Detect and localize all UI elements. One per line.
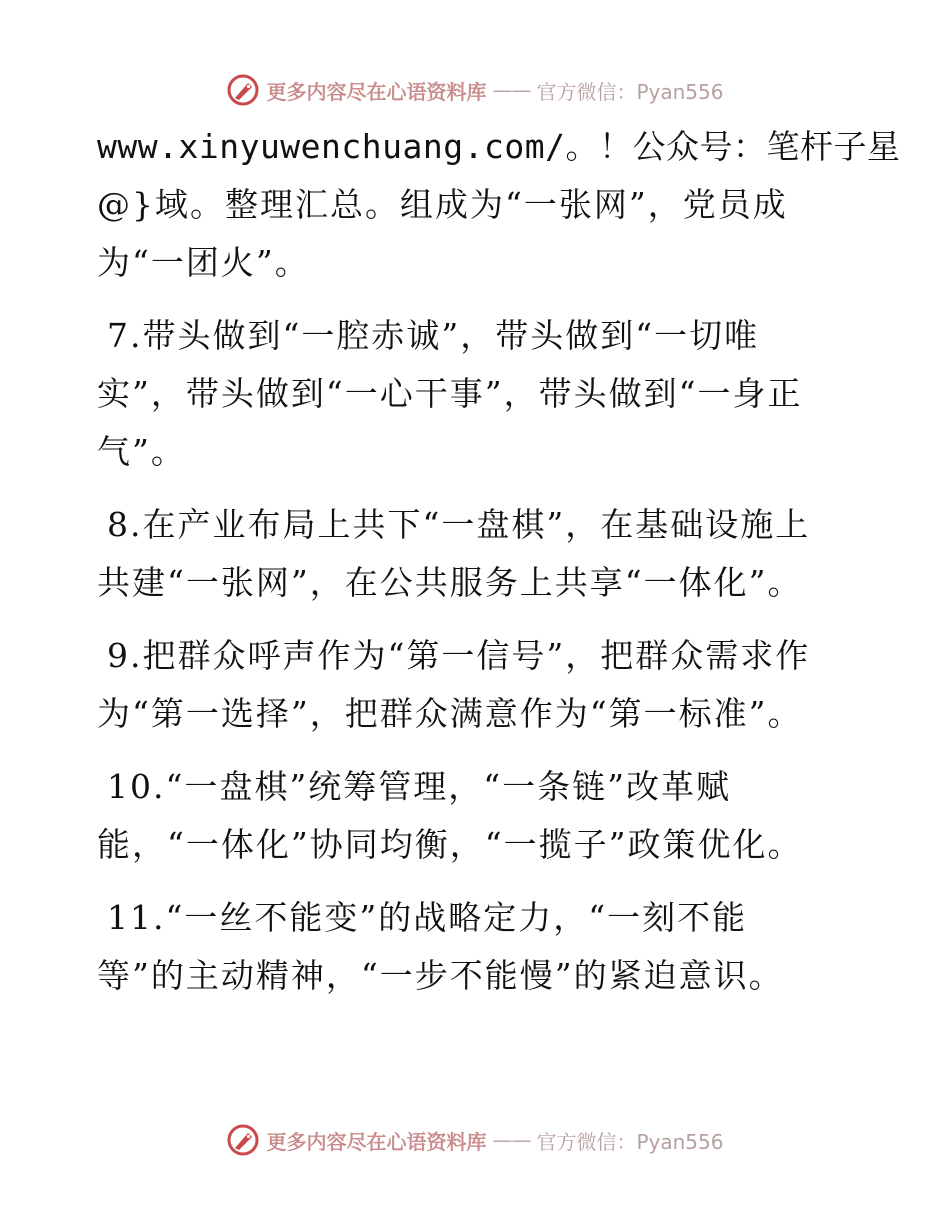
text-line: 为“一团火”。 <box>97 243 310 282</box>
text-line: www.xinyuwenchuang.com/。！公众号：笔杆子星 <box>97 127 901 166</box>
text-line: 能，“一体化”协同均衡，“一揽子”政策优化。 <box>97 825 803 864</box>
paragraph-item-8 <box>97 496 857 612</box>
paragraph-item-11 <box>97 889 857 1005</box>
paragraph-item-9 <box>97 627 857 743</box>
header-banner <box>0 70 950 110</box>
document-body <box>97 118 901 1020</box>
text-line: 等”的主动精神，“一步不能慢”的紧迫意识。 <box>97 956 784 995</box>
text-line: 为“第一选择”，把群众满意作为“第一标准”。 <box>97 694 803 733</box>
footer-banner <box>0 1120 950 1160</box>
paragraph-intro <box>97 118 901 292</box>
text-line: 9.把群众呼声作为“第一信号”，把群众需求作 <box>107 636 811 675</box>
text-line: 共建“一张网”，在公共服务上共享“一体化”。 <box>97 563 803 602</box>
banner-wechat-text: 官方微信：Pyan556 <box>536 1129 724 1154</box>
paragraph-item-7 <box>97 307 857 481</box>
banner-content <box>226 73 723 107</box>
text-line: 8.在产业布局上共下“一盘棋”，在基础设施上 <box>107 505 811 544</box>
banner-content <box>226 1123 723 1157</box>
text-line: 10.“一盘棋”统筹管理，“一条链”改革赋 <box>107 767 731 806</box>
banner-dash: —— <box>492 78 531 102</box>
pen-nib-logo-icon <box>226 1123 260 1157</box>
banner-dash: —— <box>492 1128 531 1152</box>
text-line: @}域。整理汇总。组成为“一张网”，党员成 <box>97 185 788 224</box>
banner-brand-text: 更多内容尽在心语资料库 <box>266 79 487 104</box>
banner-brand-text: 更多内容尽在心语资料库 <box>266 1129 487 1154</box>
banner-wechat-text: 官方微信：Pyan556 <box>536 79 724 104</box>
text-line: 11.“一丝不能变”的战略定力，“一刻不能 <box>107 898 748 937</box>
text-line: 7.带头做到“一腔赤诚”，带头做到“一切唯 <box>107 316 760 355</box>
text-line: 实”，带头做到“一心干事”，带头做到“一身正 <box>97 374 803 413</box>
text-line: 气”。 <box>97 432 186 471</box>
pen-nib-logo-icon <box>226 73 260 107</box>
paragraph-item-10 <box>97 758 857 874</box>
